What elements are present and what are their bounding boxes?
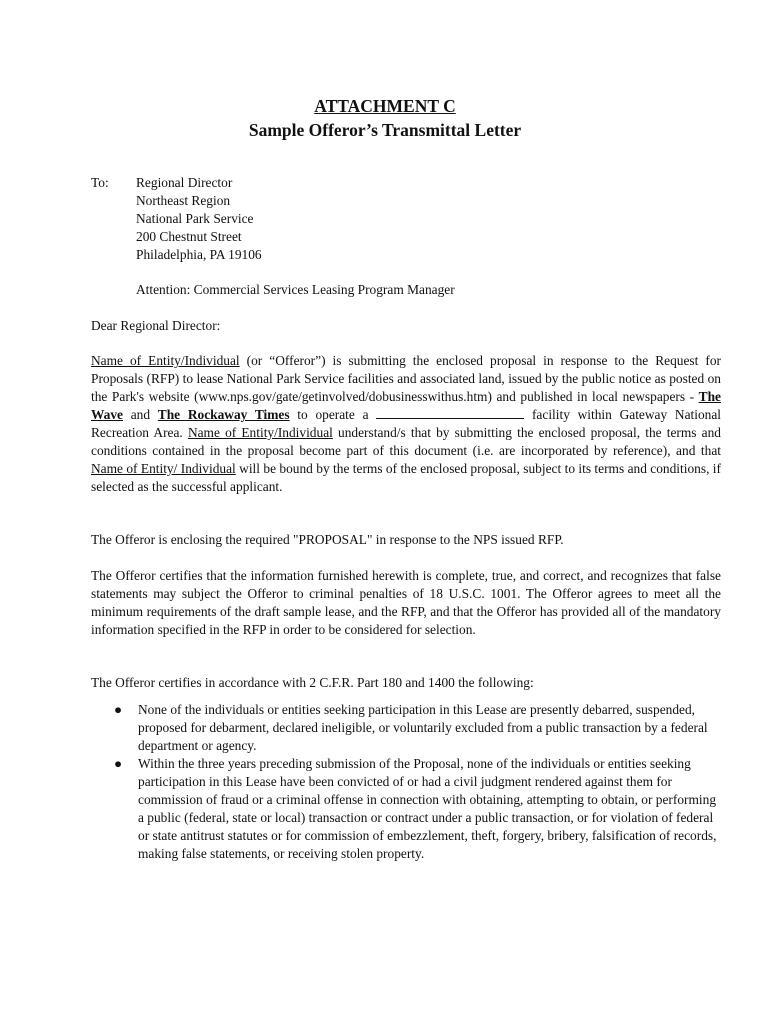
entity-placeholder: Name of Entity/ Individual [91, 461, 236, 476]
address-line: Northeast Region [136, 193, 231, 208]
paragraph-certification: The Offeror certifies that the information furnished herewith is complete, true, and correct, and recognizes that false statements may subject the Offeror to criminal penalties of 18 U.S.C. 1001. The Offeror agrees to meet all the minimum requirements of the draft sample lease, and the RFP, and that the Offeror has provided all of the mandatory information specified in the RFP in order to be considered for selection. [91, 568, 721, 637]
address-line: Regional Director [136, 175, 233, 190]
attention-line: Attention: Commercial Services Leasing Program Manager [136, 282, 455, 297]
paragraph-cfr: The Offeror certifies in accordance with 2 C.F.R. Part 180 and 1400 the following: [91, 675, 534, 690]
newspaper-name: The Wave [91, 389, 721, 422]
list-item-text: Within the three years preceding submission of the Proposal, none of the individuals or entities seeking participation in this Lease have been convicted of or had a civil judgment rendered against them for commission of fraud or a criminal offense in connection with obtaining, attempting to obtain, or performing a public (federal, state or local) transaction or contract under a public transaction, or for violation of federal or state antitrust statutes or for commission of embezzlement, theft, forgery, bribery, falsification of records, making false statements, or receiving stolen property. [138, 756, 717, 861]
page-title: ATTACHMENT C [314, 96, 456, 116]
certification-list [114, 701, 724, 863]
entity-placeholder: Name of Entity/Individual [187, 425, 333, 440]
facility-type-blank [376, 406, 524, 419]
list-item-text: None of the individuals or entities seeking participation in this Lease are presently debarred, suspended, proposed for debarment, declared ineligible, or voluntarily excluded from a public transaction by a federal department or agency. [138, 702, 708, 753]
paragraph-text: (or “Offeror”) is submitting the enclosed proposal in response to the Request for Proposals (RFP) to lease National Park Service facilities and associated land, issued by the public notice as posted on the Park's website (www.nps.gov/gate/getinvolved/dobusinesswithus.htm) and published in local newspapers - [91, 353, 721, 404]
page-subtitle: Sample Offeror’s Transmittal Letter [248, 120, 522, 140]
paragraph-text: facility within Gateway National Recreation Area. [91, 407, 722, 440]
address-line: National Park Service [136, 211, 254, 226]
paragraph-text: and [123, 407, 158, 422]
to-label: To: [91, 175, 109, 190]
entity-placeholder: Name of Entity/Individual [91, 353, 240, 368]
address-line: 200 Chestnut Street [136, 229, 242, 244]
paragraph-text: will be bound by the terms of the enclosed proposal, subject to its terms and conditions, if selected as the successful applicant. [91, 461, 721, 494]
paragraph-proposal: The Offeror is enclosing the required "PROPOSAL" in response to the NPS issued RFP. [91, 532, 564, 547]
list-item [114, 755, 724, 863]
salutation: Dear Regional Director: [91, 318, 221, 333]
address-line: Philadelphia, PA 19106 [136, 247, 262, 262]
list-item [114, 701, 724, 755]
newspaper-name: The Rockaway Times [157, 407, 290, 422]
title-block [0, 94, 770, 142]
recipient-address [136, 174, 262, 264]
paragraph-text: understand/s that by submitting the enclosed proposal, the terms and conditions contained in the proposal become part of this document (i.e. are incorporated by reference), and that [91, 425, 721, 458]
bullet-icon: ● [114, 756, 123, 771]
bullet-icon: ● [114, 702, 123, 717]
paragraph-text: to operate a [289, 407, 377, 422]
paragraph-intro [91, 352, 721, 496]
